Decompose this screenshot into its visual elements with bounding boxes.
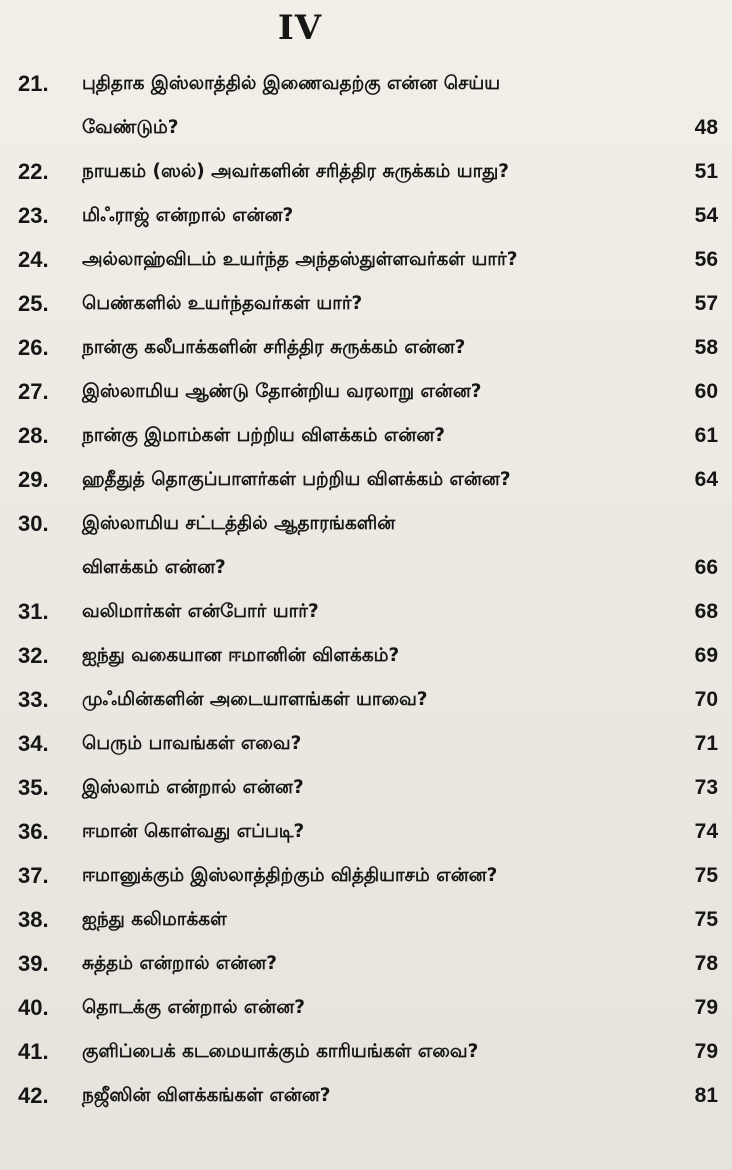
entry-body bbox=[82, 282, 718, 326]
entry-title: பெண்களில் உயர்ந்தவர்கள் யார்? bbox=[82, 293, 363, 314]
entry-line bbox=[82, 194, 718, 238]
page-number: 71 bbox=[694, 732, 718, 755]
entry-number: 29. bbox=[18, 467, 49, 492]
page-number: 54 bbox=[694, 204, 718, 227]
toc-entry bbox=[18, 898, 718, 942]
entry-body bbox=[82, 326, 718, 370]
entry-line bbox=[82, 986, 718, 1030]
entry-title: இஸ்லாமிய சட்டத்தில் ஆதாரங்களின் bbox=[82, 513, 396, 534]
entry-title: ஈமான் கொள்வது எப்படி? bbox=[82, 821, 305, 842]
toc-entry bbox=[18, 942, 718, 986]
toc-entry bbox=[18, 62, 718, 150]
toc-entry bbox=[18, 678, 718, 722]
entry-body bbox=[82, 458, 718, 502]
entry-body bbox=[82, 810, 718, 854]
page-number: 75 bbox=[694, 864, 718, 887]
page-number: 58 bbox=[694, 336, 718, 359]
entry-line bbox=[82, 942, 718, 986]
toc-entry bbox=[18, 150, 718, 194]
section-heading: IV bbox=[277, 8, 323, 48]
page-number: 78 bbox=[694, 952, 718, 975]
entry-body bbox=[82, 634, 718, 678]
entry-line bbox=[82, 370, 718, 414]
entry-title: நஜீஸின் விளக்கங்கள் என்ன? bbox=[82, 1085, 331, 1106]
page-number: 60 bbox=[694, 380, 718, 403]
toc-entry bbox=[18, 1074, 718, 1118]
page-number: 81 bbox=[694, 1084, 718, 1107]
entry-number: 39. bbox=[18, 951, 49, 976]
toc-entry bbox=[18, 282, 718, 326]
entry-line bbox=[82, 678, 718, 722]
toc-entry bbox=[18, 722, 718, 766]
entry-number: 23. bbox=[18, 203, 49, 228]
toc-entry bbox=[18, 810, 718, 854]
entry-body bbox=[82, 678, 718, 722]
entry-number: 26. bbox=[18, 335, 49, 360]
entry-body bbox=[82, 986, 718, 1030]
entry-number: 37. bbox=[18, 863, 49, 888]
entry-number: 32. bbox=[18, 643, 49, 668]
entry-body bbox=[82, 942, 718, 986]
entry-title: ஹதீதுத் தொகுப்பாளர்கள் பற்றிய விளக்கம் என்ன? bbox=[82, 469, 511, 490]
entry-number: 21. bbox=[18, 71, 49, 96]
entry-number: 34. bbox=[18, 731, 49, 756]
entry-number: 25. bbox=[18, 291, 49, 316]
entry-body bbox=[82, 1074, 718, 1118]
toc-entry bbox=[18, 194, 718, 238]
entry-title: நான்கு கலீபாக்களின் சரித்திர சுருக்கம் என்ன? bbox=[82, 337, 466, 358]
toc-entry bbox=[18, 502, 718, 590]
page-number: 75 bbox=[694, 908, 718, 931]
page-number: 79 bbox=[694, 1040, 718, 1063]
entry-line bbox=[82, 414, 718, 458]
entry-line bbox=[82, 238, 718, 282]
entry-number: 38. bbox=[18, 907, 49, 932]
toc-entry bbox=[18, 414, 718, 458]
entry-title: அல்லாஹ்விடம் உயர்ந்த அந்தஸ்துள்ளவர்கள் யார்? bbox=[82, 249, 518, 270]
entry-body bbox=[82, 62, 718, 150]
page-number: 69 bbox=[694, 644, 718, 667]
entry-body bbox=[82, 722, 718, 766]
entry-body bbox=[82, 238, 718, 282]
entry-line bbox=[82, 458, 718, 502]
entry-body bbox=[82, 502, 718, 590]
page-number: 64 bbox=[694, 468, 718, 491]
entry-number: 41. bbox=[18, 1039, 49, 1064]
entry-title: இஸ்லாம் என்றால் என்ன? bbox=[82, 777, 304, 798]
entry-line bbox=[82, 106, 718, 150]
entry-body bbox=[82, 370, 718, 414]
page-number: 73 bbox=[694, 776, 718, 799]
entry-number: 22. bbox=[18, 159, 49, 184]
entry-title: இஸ்லாமிய ஆண்டு தோன்றிய வரலாறு என்ன? bbox=[82, 381, 482, 402]
toc-entry bbox=[18, 766, 718, 810]
page-number: 66 bbox=[694, 556, 718, 579]
entry-title: வேண்டும்? bbox=[82, 117, 179, 138]
entry-body bbox=[82, 854, 718, 898]
entry-title: சுத்தம் என்றால் என்ன? bbox=[82, 953, 277, 974]
entry-number: 31. bbox=[18, 599, 49, 624]
entry-title: குளிப்பைக் கடமையாக்கும் காரியங்கள் எவை? bbox=[82, 1041, 479, 1062]
entry-number: 42. bbox=[18, 1083, 49, 1108]
entry-line bbox=[82, 62, 718, 106]
entry-line bbox=[82, 810, 718, 854]
entry-title: நான்கு இமாம்கள் பற்றிய விளக்கம் என்ன? bbox=[82, 425, 446, 446]
page-number: 68 bbox=[694, 600, 718, 623]
page-number: 48 bbox=[694, 116, 718, 139]
entry-line bbox=[82, 898, 718, 942]
toc-entry bbox=[18, 326, 718, 370]
page-number: 56 bbox=[694, 248, 718, 271]
table-of-contents bbox=[18, 62, 718, 1118]
entry-title: ஐந்து வகையான ஈமானின் விளக்கம்? bbox=[82, 645, 400, 666]
toc-entry bbox=[18, 370, 718, 414]
page-number: 51 bbox=[694, 160, 718, 183]
toc-entry bbox=[18, 634, 718, 678]
entry-body bbox=[82, 1030, 718, 1074]
entry-line bbox=[82, 1074, 718, 1118]
entry-title: புதிதாக இஸ்லாத்தில் இணைவதற்கு என்ன செய்ய bbox=[82, 73, 501, 94]
page-number: 74 bbox=[694, 820, 718, 843]
entry-line bbox=[82, 1030, 718, 1074]
page-number: 70 bbox=[694, 688, 718, 711]
entry-number: 33. bbox=[18, 687, 49, 712]
entry-body bbox=[82, 766, 718, 810]
entry-number: 27. bbox=[18, 379, 49, 404]
entry-number: 35. bbox=[18, 775, 49, 800]
entry-body bbox=[82, 590, 718, 634]
toc-entry bbox=[18, 854, 718, 898]
entry-line bbox=[82, 502, 718, 546]
entry-line bbox=[82, 326, 718, 370]
entry-number: 30. bbox=[18, 511, 49, 536]
entry-title: பெரும் பாவங்கள் எவை? bbox=[82, 733, 302, 754]
entry-title: ஐந்து கலிமாக்கள் bbox=[82, 909, 227, 930]
entry-title: நாயகம் (ஸல்) அவர்களின் சரித்திர சுருக்கம் யாது? bbox=[82, 161, 510, 182]
entry-body bbox=[82, 414, 718, 458]
entry-body bbox=[82, 898, 718, 942]
toc-entry bbox=[18, 458, 718, 502]
entry-line bbox=[82, 546, 718, 590]
entry-line bbox=[82, 722, 718, 766]
toc-entry bbox=[18, 590, 718, 634]
entry-line bbox=[82, 634, 718, 678]
entry-number: 40. bbox=[18, 995, 49, 1020]
entry-line bbox=[82, 282, 718, 326]
entry-title: விளக்கம் என்ன? bbox=[82, 557, 226, 578]
entry-body bbox=[82, 150, 718, 194]
entry-number: 28. bbox=[18, 423, 49, 448]
entry-number: 24. bbox=[18, 247, 49, 272]
page-number: 79 bbox=[694, 996, 718, 1019]
toc-entry bbox=[18, 986, 718, 1030]
entry-title: மிஃராஜ் என்றால் என்ன? bbox=[82, 205, 294, 226]
entry-title: தொடக்கு என்றால் என்ன? bbox=[82, 997, 305, 1018]
entry-title: வலிமார்கள் என்போர் யார்? bbox=[82, 601, 319, 622]
page-number: 57 bbox=[694, 292, 718, 315]
toc-entry bbox=[18, 238, 718, 282]
entry-line bbox=[82, 766, 718, 810]
entry-number: 36. bbox=[18, 819, 49, 844]
toc-entry bbox=[18, 1030, 718, 1074]
entry-line bbox=[82, 590, 718, 634]
entry-body bbox=[82, 194, 718, 238]
entry-line bbox=[82, 854, 718, 898]
entry-title: முஃமின்களின் அடையாளங்கள் யாவை? bbox=[82, 689, 428, 710]
entry-title: ஈமானுக்கும் இஸ்லாத்திற்கும் வித்தியாசம் என்ன? bbox=[82, 865, 498, 886]
entry-line bbox=[82, 150, 718, 194]
page-number: 61 bbox=[694, 424, 718, 447]
